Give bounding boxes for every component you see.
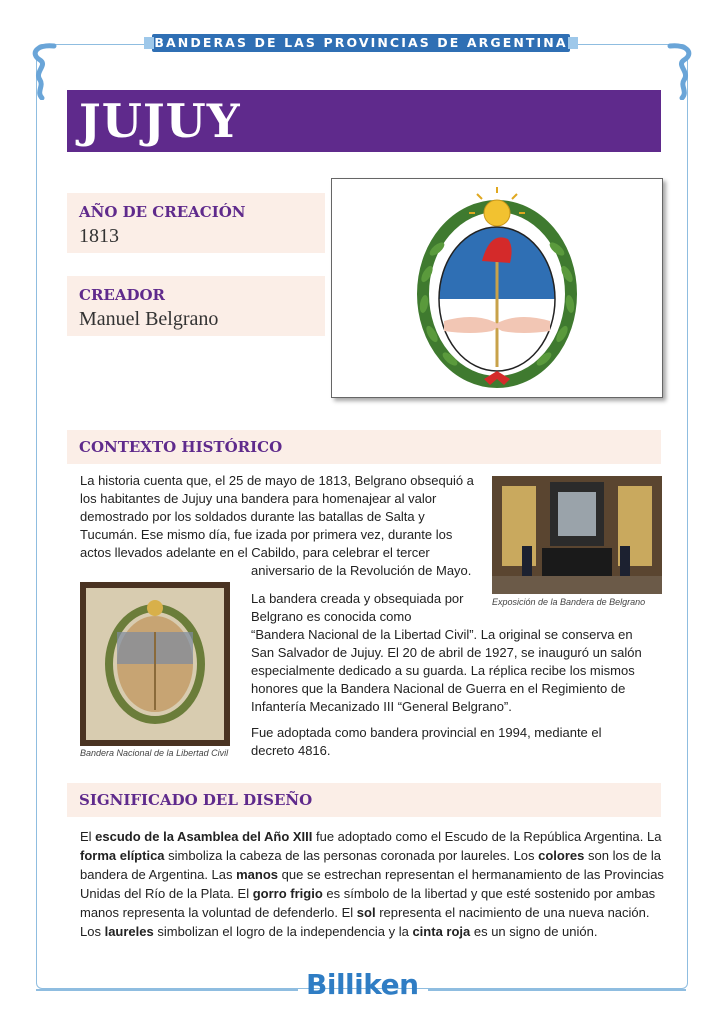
jujuy-coat-of-arms — [332, 179, 662, 397]
context-paragraph-3 — [251, 724, 646, 760]
context-text-1: La historia cuenta que, el 25 de mayo de 1813, Belgrano obsequió a los habitantes de Jujuy una bandera para homenajear al valor demostrado por los soldados durante las batallas de Salta y Tucumán. Ese mismo día, fue izada por primera vez, durante los actos llevados adelante en el Cabildo, para celebrar el tercer — [80, 473, 474, 560]
context-paragraph-1 — [80, 472, 478, 562]
year-box — [67, 193, 325, 253]
exposition-caption: Exposición de la Bandera de Belgrano — [492, 597, 646, 607]
footer — [0, 968, 724, 1004]
design-heading: SIGNIFICADO DEL DISEÑO — [79, 791, 313, 809]
design-paragraph — [80, 827, 670, 941]
footer-line-right — [428, 989, 686, 991]
exposition-photo — [492, 476, 662, 594]
design-keyword: gorro frigio — [252, 886, 323, 901]
series-title-ribbon: BANDERAS DE LAS PROVINCIAS DE ARGENTINA — [152, 34, 570, 52]
design-text: son los de la bandera de Argentina. Las — [80, 848, 661, 882]
design-text: simbolizan el logro de la independencia y la — [153, 924, 413, 939]
design-text: simboliza la cabeza de las personas coronada por laureles. Los — [164, 848, 539, 863]
design-keyword: sol — [356, 905, 376, 920]
design-keyword: forma elíptica — [80, 848, 165, 863]
flag-image — [331, 178, 663, 398]
province-title: JUJUY — [79, 94, 241, 148]
context-text-3: Fue adoptada como bandera provincial en 1994, mediante el decreto 4816. — [251, 725, 602, 758]
design-keyword: cinta roja — [412, 924, 471, 939]
libertad-civil-caption: Bandera Nacional de la Libertad Civil — [80, 748, 229, 758]
context-text-2: “Bandera Nacional de la Libertad Civil”. La original se conserva en San Salvador de Jujuy. El 20 de abril de 1927, se inauguró un salón especialmente dedicado a su guarda. La réplica recibe los mismos honores que la Bandera Nacional de Guerra en el Regimiento de Infantería Mecanizado III “General Belgrano”. — [251, 627, 642, 714]
footer-line-left — [36, 989, 298, 991]
design-keyword: colores — [538, 848, 585, 863]
left-ribbon-curl — [26, 40, 60, 100]
design-text: fue adoptado como el Escudo de la República Argentina. La — [312, 829, 662, 844]
design-text: representa el nacimiento de una nueva nación. Los — [80, 905, 650, 939]
year-label: AÑO DE CREACIÓN — [79, 203, 246, 221]
libertad-civil-photo — [80, 582, 230, 746]
year-value: 1813 — [79, 225, 119, 247]
right-ribbon-curl — [664, 40, 698, 100]
context-text-1-end: aniversario de la Revolución de Mayo. — [251, 563, 472, 578]
design-text: es símbolo de la libertad y que esté sostenido por ambas manos representa la voluntad de defenderlo. El — [80, 886, 656, 920]
design-keyword: laureles — [104, 924, 154, 939]
creator-value: Manuel Belgrano — [79, 308, 219, 330]
context-paragraph-1-end — [251, 562, 511, 580]
context-paragraph-2-start — [251, 590, 481, 626]
creator-box — [67, 276, 325, 336]
design-keyword: escudo de la Asamblea del Año XIII — [95, 829, 313, 844]
design-text: que se estrechan representan el hermanamiento de las Provincias Unidas del Río de la Plata. El — [80, 867, 664, 901]
design-heading-bar — [67, 783, 661, 817]
context-text-2-start: La bandera creada y obsequiada por Belgrano es conocida como — [251, 591, 464, 624]
title-bar — [67, 90, 661, 152]
context-paragraph-2 — [251, 626, 646, 716]
design-text: El — [80, 829, 96, 844]
creator-label: CREADOR — [79, 286, 166, 304]
design-keyword: manos — [236, 867, 279, 882]
context-heading-bar — [67, 430, 661, 464]
design-text: es un signo de unión. — [470, 924, 598, 939]
billiken-logo: Billiken — [306, 968, 419, 1001]
context-heading: CONTEXTO HISTÓRICO — [79, 438, 283, 456]
